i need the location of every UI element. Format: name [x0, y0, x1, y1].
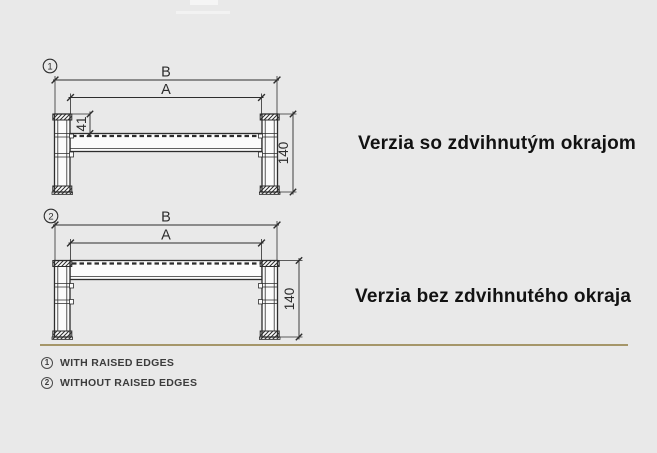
diagram-1-marker-number: 1 [47, 61, 53, 73]
dimension-b-label: B [161, 64, 171, 81]
rail-bottom-cap [260, 331, 279, 337]
rail-bottom-cap [260, 186, 279, 192]
diagram-2-deck [70, 261, 262, 280]
diagram-1-dimension-a [67, 82, 265, 114]
rail-top-cap [260, 261, 279, 267]
diagram-1-dimension-140 [276, 111, 297, 195]
rail-top-cap [53, 261, 72, 267]
diagram-1-cross-section [43, 59, 296, 195]
legend-marker-1-icon: 1 [41, 357, 53, 369]
version-title-no-raised-edge: Verzia bez zdvihnutého okraja [355, 286, 632, 307]
dimension-140-label: 140 [282, 287, 297, 311]
dimension-b-label: B [161, 209, 171, 226]
legend-item-without-raised-edges [41, 376, 197, 389]
rail-foot [259, 337, 280, 339]
diagram-1-marker-badge [43, 59, 57, 73]
rail-bottom-cap [53, 186, 72, 192]
version-title-raised-edge: Verzia so zdvihnutým okrajom [358, 133, 637, 154]
dimension-a-label: A [161, 227, 171, 244]
legend-separator-line [40, 344, 628, 346]
rail-foot [52, 192, 73, 194]
dimension-140-label: 140 [276, 141, 291, 165]
diagram-2-right-rail [259, 261, 281, 340]
legend-label: WITHOUT RAISED EDGES [60, 376, 198, 389]
diagram-1-deck [70, 134, 262, 152]
diagram-2-dimension-a [67, 228, 265, 261]
rail-top-cap [260, 114, 279, 120]
diagram-2-cross-section [44, 209, 302, 340]
diagram-1-dimension-41 [70, 111, 93, 137]
diagram-2-left-rail [52, 261, 74, 340]
legend-item-with-raised-edges [41, 356, 174, 369]
rail-foot [52, 337, 73, 339]
diagram-2-marker-number: 2 [48, 211, 54, 223]
legend-marker-2-icon: 2 [41, 377, 53, 389]
rail-foot [259, 192, 280, 194]
rail-bottom-cap [53, 331, 72, 337]
diagram-1-left-rail [52, 114, 74, 194]
dimension-41-label: 41 [74, 116, 89, 132]
diagram-2-marker-badge [44, 209, 58, 223]
rail-top-cap [53, 114, 72, 120]
legend-label: WITH RAISED EDGES [60, 356, 175, 369]
dimension-a-label: A [161, 82, 171, 98]
diagram-2-dimension-140 [278, 257, 303, 340]
